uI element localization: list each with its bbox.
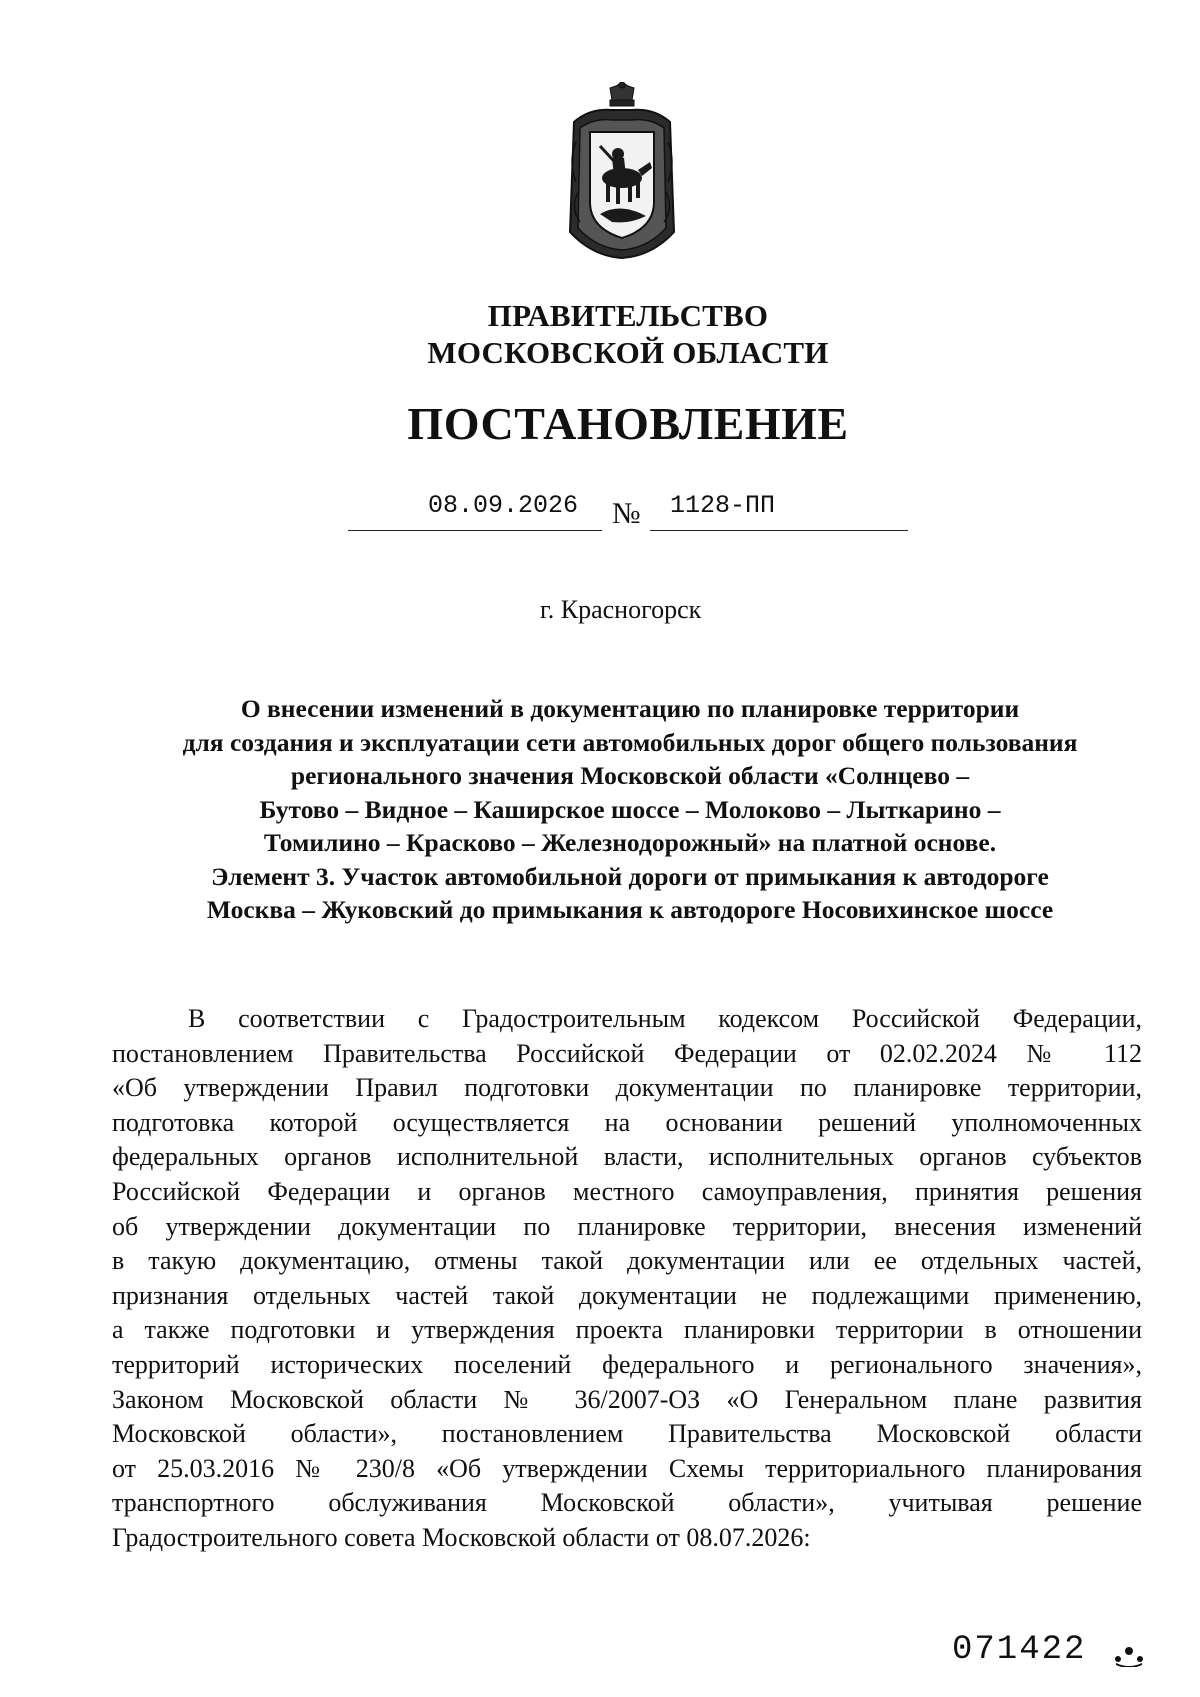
document-subject bbox=[130, 692, 1130, 927]
body-line: В соответствии с Градостроительным кодексом Российской Федерации, bbox=[188, 1004, 1142, 1033]
coat-of-arms-icon bbox=[560, 82, 684, 260]
number-sign: № bbox=[612, 497, 641, 530]
subject-line: Москва – Жуковский до примыкания к автодороге Носовихинское шоссе bbox=[206, 895, 1054, 924]
body-line: постановлением Правительства Российской Федерации от 02.02.2024 № 112 bbox=[112, 1038, 1142, 1068]
subject-line: Бутово – Видное – Каширское шоссе – Молоково – Лыткарино – bbox=[259, 794, 1001, 824]
body-line: от 25.03.2016 № 230/8 «Об утверждении Схемы территориального планирования bbox=[112, 1453, 1142, 1483]
body-line: «Об утверждении Правил подготовки документации по планировке территории, bbox=[112, 1073, 1142, 1103]
body-line: об утверждении документации по планировке территории, внесения изменений bbox=[112, 1211, 1142, 1241]
government-name-line2: МОСКОВСКОЙ ОБЛАСТИ bbox=[427, 335, 829, 370]
government-name-line1: ПРАВИТЕЛЬСТВО bbox=[487, 298, 769, 333]
body-line: транспортного обслуживания Московской области», учитывая решение bbox=[112, 1488, 1142, 1518]
date-field bbox=[348, 490, 602, 531]
subject-line: Томилино – Красково – Железнодорожный» на платной основе. bbox=[263, 828, 997, 857]
body-line: а также подготовки и утверждения проекта планировки территории в отношении bbox=[112, 1315, 1142, 1345]
document-number: 1128-ПП bbox=[670, 491, 776, 520]
body-line: Московской области», постановлением Правительства Московской области bbox=[112, 1419, 1142, 1449]
number-field bbox=[650, 490, 908, 531]
subject-line: для создания и эксплуатации сети автомобильных дорог общего пользования bbox=[182, 727, 1078, 757]
subject-line: О внесении изменений в документацию по планировке территории bbox=[240, 694, 1020, 723]
body-line: территорий исторических поселений федерального и регионального значения», bbox=[112, 1349, 1142, 1379]
body-line: Законом Московской области № 36/2007-ОЗ «О Генеральном плане развития bbox=[112, 1384, 1142, 1414]
subject-line: Элемент 3. Участок автомобильной дороги от примыкания к автодороге bbox=[211, 861, 1049, 891]
body-line: в такую документацию, отмены такой документации или ее отдельных частей, bbox=[112, 1246, 1142, 1276]
subject-line: регионального значения Московской области «Солнцево – bbox=[290, 761, 970, 790]
document-date: 08.09.2026 bbox=[428, 491, 579, 520]
body-line: Российской Федерации и органов местного самоуправления, принятия решения bbox=[112, 1176, 1142, 1206]
serial-code: 071422 bbox=[952, 1631, 1087, 1669]
body-line: Градостроительного совета Московской области от 08.07.2026: bbox=[112, 1522, 811, 1552]
preamble-paragraph bbox=[112, 1002, 1142, 1556]
body-line: подготовка которой осуществляется на основании решений уполномоченных bbox=[112, 1107, 1142, 1137]
ornament-mark-icon bbox=[1112, 1645, 1146, 1667]
body-line: признания отдельных частей такой документации не подлежащими применению, bbox=[112, 1280, 1142, 1310]
place-of-issue: г. Красногорск bbox=[540, 595, 702, 624]
document-type: ПОСТАНОВЛЕНИЕ bbox=[407, 398, 849, 449]
body-line: федеральных органов исполнительной власти, исполнительных органов субъектов bbox=[112, 1142, 1142, 1172]
